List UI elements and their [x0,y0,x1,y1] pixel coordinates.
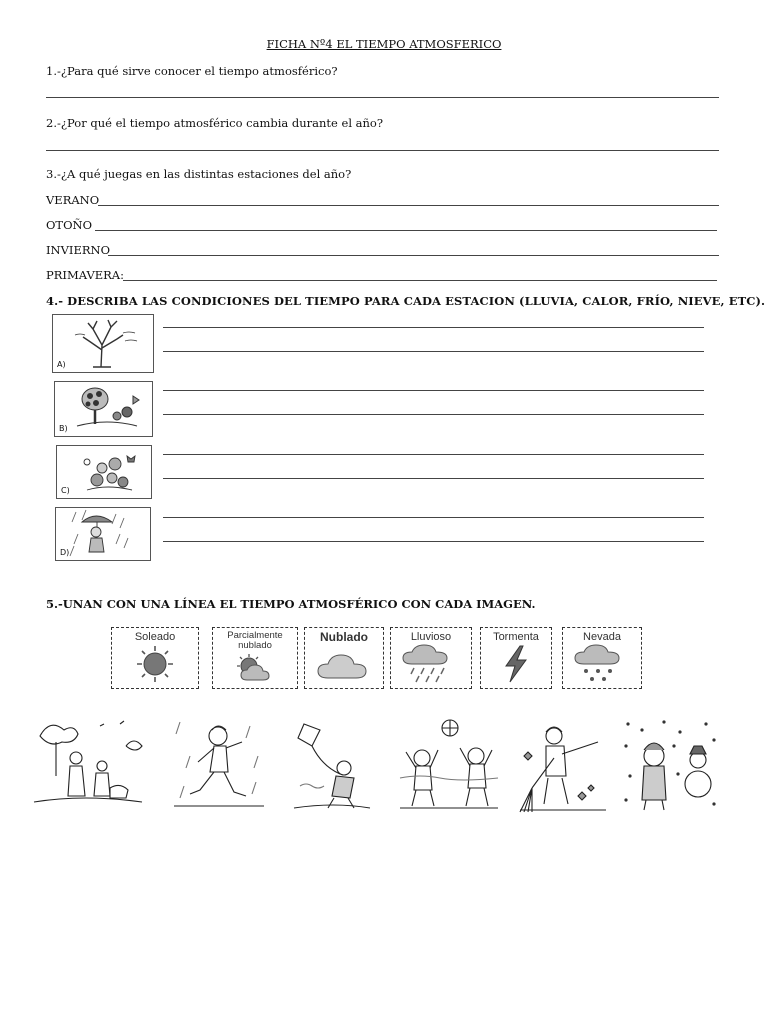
child-kite-wind-icon [290,716,374,814]
child-snowman-icon [620,716,718,814]
question-4: 4.- DESCRIBA LAS CONDICIONES DEL TIEMPO PARA CADA ESTACION (LLUVIA, CALOR, FRÍO, NIEVE, ETC). [46,294,766,308]
children-beach-ball-icon [398,716,500,814]
weather-card-snow[interactable] [562,627,642,689]
answer-line-winter[interactable] [108,255,719,256]
page-title: FICHA Nº4 EL TIEMPO ATMOSFERICO [266,37,502,51]
weather-card-label: Nevada [583,631,621,643]
question-1: 1.-¿Para qué sirve conocer el tiempo atmosférico? [46,64,338,78]
season-autumn-label: OTOÑO [46,218,93,232]
weather-card-cloudy[interactable] [304,627,384,689]
weather-card-label: Lluvioso [410,631,452,643]
scene-child-rain[interactable] [170,716,268,814]
weather-card-storm[interactable] [480,627,552,689]
bare-tree-wind-icon [53,315,153,372]
weather-card-label: Tormenta [493,631,539,643]
weather-card-rainy[interactable] [390,627,472,689]
image-b-label: B) [59,424,68,433]
answer-line-2[interactable] [46,150,719,151]
answer-line-a2[interactable] [163,351,704,352]
season-image-b [54,381,153,437]
answer-line-a1[interactable] [163,327,704,328]
season-image-d [55,507,151,561]
scene-family-park[interactable] [30,716,146,814]
cloud-icon [314,650,374,684]
weather-card-label: Nublado [320,630,368,644]
sun-icon [125,644,185,684]
sun-behind-cloud-icon [225,654,285,684]
season-image-c [56,445,152,499]
answer-line-summer[interactable] [98,205,719,206]
season-spring-label: PRIMAVERA: [46,268,124,282]
child-running-rain-icon [170,716,268,814]
image-c-label: C) [61,486,70,495]
scene-beach-ball[interactable] [398,716,500,814]
rain-cloud-icon [400,644,462,684]
answer-line-d1[interactable] [163,517,704,518]
answer-line-b2[interactable] [163,414,704,415]
answer-line-b1[interactable] [163,390,704,391]
child-raking-leaves-icon [518,716,608,814]
weather-card-label: Parcialmente nublado [227,630,283,651]
child-umbrella-rain-icon [56,508,150,560]
answer-line-c1[interactable] [163,454,704,455]
image-a-label: A) [57,360,66,369]
lightning-icon [496,644,536,684]
answer-line-1[interactable] [46,97,719,98]
flowering-tree-icon [55,382,152,436]
weather-card-partly-cloudy[interactable] [212,627,298,689]
scene-snowman[interactable] [620,716,718,814]
season-image-a [52,314,154,373]
weather-card-sunny[interactable] [111,627,199,689]
scene-child-kite[interactable] [290,716,374,814]
snow-cloud-icon [572,644,632,684]
question-2: 2.-¿Por qué el tiempo atmosférico cambia durante el año? [46,116,384,130]
season-winter-label: INVIERNO [46,243,110,257]
flowers-butterfly-icon [57,446,151,498]
weather-card-label: Soleado [134,631,176,643]
answer-line-c2[interactable] [163,478,704,479]
image-d-label: D) [60,548,70,557]
season-summer-label: VERANO [46,193,100,207]
family-walking-park-icon [30,716,146,814]
question-5: 5.-UNAN CON UNA LÍNEA EL TIEMPO ATMOSFÉRICO CON CADA IMAGEN. [46,597,536,611]
scene-raking-leaves[interactable] [518,716,608,814]
question-3: 3.-¿A qué juegas en las distintas estaciones del año? [46,167,352,181]
answer-line-spring[interactable] [123,280,717,281]
answer-line-d2[interactable] [163,541,704,542]
answer-line-autumn[interactable] [95,230,717,231]
